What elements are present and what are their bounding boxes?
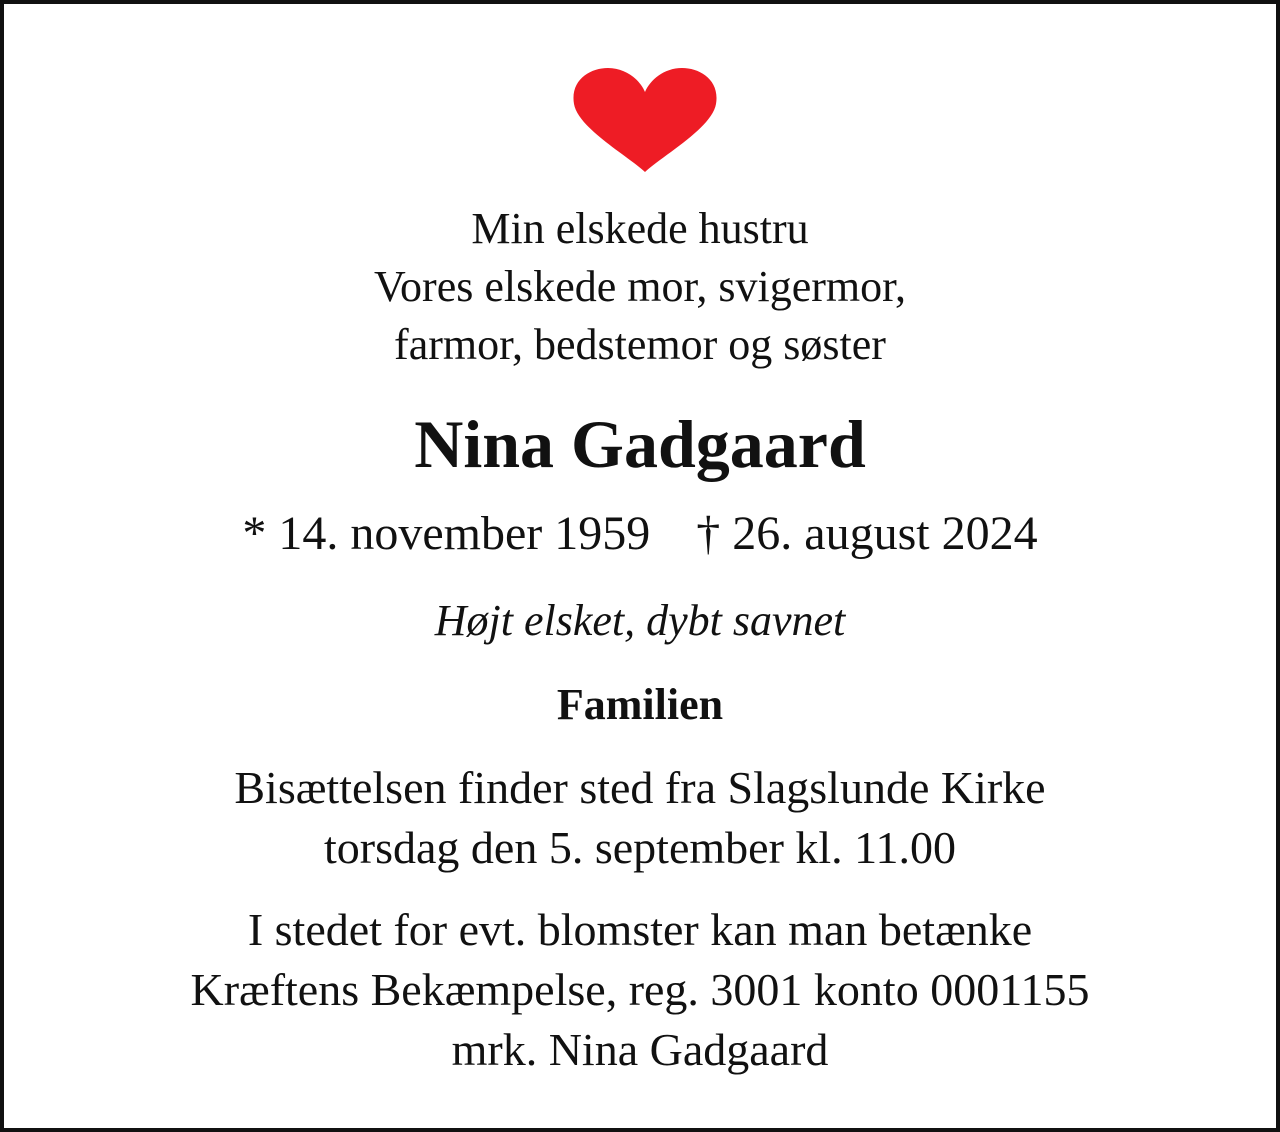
ceremony-info <box>4 758 1276 878</box>
birth-date: 14. november 1959 <box>278 507 651 560</box>
donation-line: mrk. Nina Gadgaard <box>451 1024 829 1075</box>
signature: Familien <box>556 680 724 729</box>
donation-line: Kræftens Bekæmpelse, reg. 3001 konto 0001155 <box>190 964 1090 1015</box>
death-date: 26. august 2024 <box>732 507 1038 560</box>
motto: Højt elsket, dybt savnet <box>434 596 846 645</box>
intro-line: Vores elskede mor, svigermor, <box>373 262 907 311</box>
intro-line: Min elskede hustru <box>471 204 809 253</box>
life-dates <box>4 504 1276 564</box>
donation-info <box>4 900 1276 1080</box>
intro-text <box>4 200 1276 374</box>
heart-icon <box>570 66 720 174</box>
donation-line: I stedet for evt. blomster kan man betænke <box>247 904 1033 955</box>
deceased-name: Nina Gadgaard <box>414 406 866 482</box>
birth-symbol: * <box>242 507 267 560</box>
ceremony-line: torsdag den 5. september kl. 11.00 <box>324 822 956 873</box>
intro-line: farmor, bedstemor og søster <box>394 320 886 369</box>
death-symbol: † <box>696 507 721 560</box>
ceremony-line: Bisættelsen finder sted fra Slagslunde Kirke <box>234 762 1046 813</box>
